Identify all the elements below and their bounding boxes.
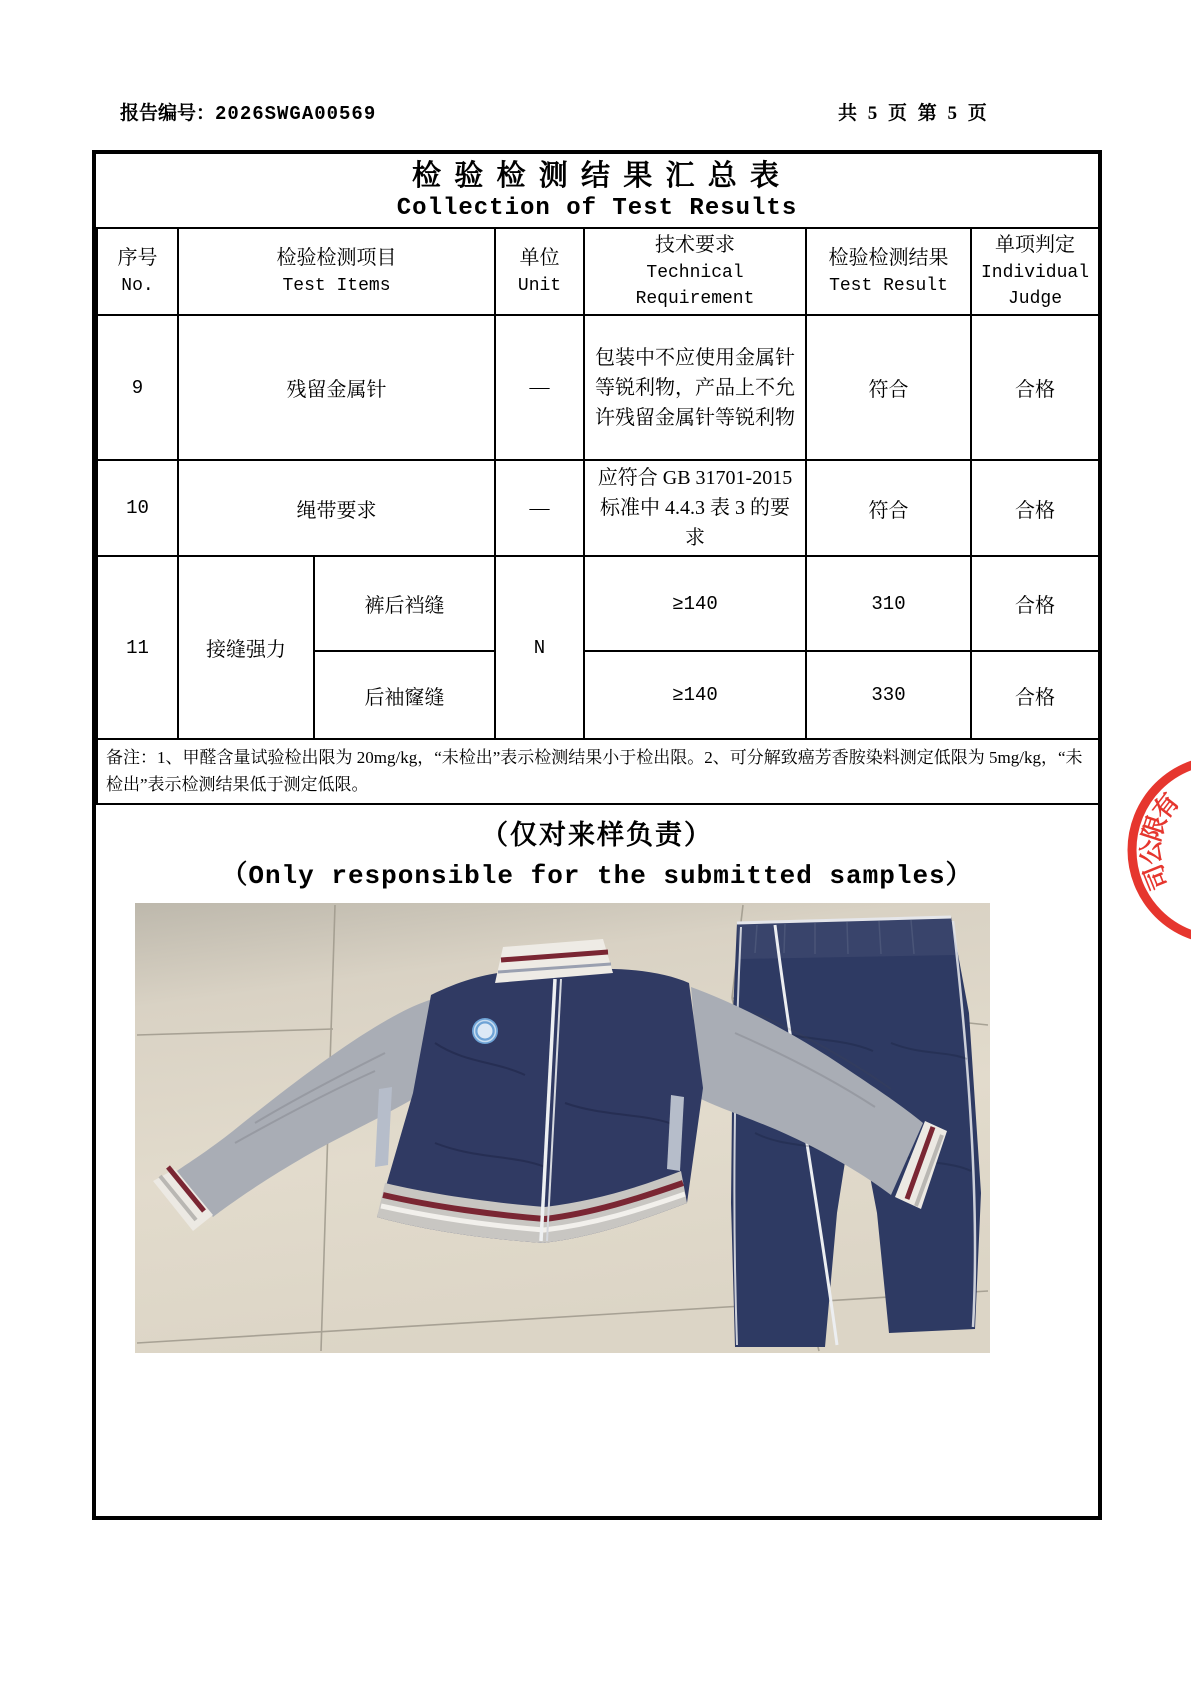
row10-item: 绳带要求 (178, 460, 495, 556)
jacket-chest-badge (472, 1018, 498, 1044)
notes-row (97, 739, 1099, 804)
header-individual-judge: 单项判定 Individual Judge (971, 228, 1099, 315)
results-table (96, 227, 1100, 805)
sample-photo-illustration (135, 903, 990, 1353)
summary-title-cn: 检 验 检 测 结 果 汇 总 表 (411, 160, 782, 192)
row9-no: 9 (97, 315, 178, 460)
stamp-char: 司 (1140, 860, 1175, 894)
sample-photo (135, 903, 990, 1353)
header-unit: 单位 Unit (495, 228, 584, 315)
row11-judge-2: 合格 (971, 651, 1099, 739)
row10-judge: 合格 (971, 460, 1099, 556)
row11-unit: N (495, 556, 584, 739)
row11-result-2: 330 (806, 651, 971, 739)
row11-no: 11 (97, 556, 178, 739)
stamp-char: 公 (1138, 839, 1167, 866)
row9-judge: 合格 (971, 315, 1099, 460)
table-row (97, 556, 1099, 651)
table-row (97, 460, 1099, 556)
header-test-result: 检验检测结果 Test Result (806, 228, 971, 315)
header-technical-requirement: 技术要求 Technical Requirement (584, 228, 806, 315)
stamp-char: 有 (1148, 788, 1185, 826)
row11-item: 接缝强力 (178, 556, 314, 739)
header-no: 序号 No. (97, 228, 178, 315)
company-seal-stamp (1122, 750, 1191, 955)
row10-no: 10 (97, 460, 178, 556)
row10-result: 符合 (806, 460, 971, 556)
row11-result-1: 310 (806, 556, 971, 651)
row9-result: 符合 (806, 315, 971, 460)
row10-requirement: 应符合 GB 31701-2015 标准中 4.4.3 表 3 的要求 (584, 460, 806, 556)
disclaimer-cn: （仅对来样负责） (481, 820, 713, 851)
row11-judge-1: 合格 (971, 556, 1099, 651)
table-row (97, 315, 1099, 460)
row9-unit: — (495, 315, 584, 460)
row9-item: 残留金属针 (178, 315, 495, 460)
report-number-value: 2026SWGA00569 (215, 103, 377, 125)
summary-title-block (96, 154, 1098, 227)
header-test-items: 检验检测项目 Test Items (178, 228, 495, 315)
table-header-row (97, 228, 1099, 315)
report-header (0, 98, 1191, 128)
report-number-label: 报告编号： (120, 103, 216, 124)
row9-requirement: 包装中不应使用金属针等锐利物，产品上不允许残留金属针等锐利物 (584, 315, 806, 460)
report-frame (92, 150, 1102, 1520)
disclaimer-en: （Only responsible for the submitted samples） (221, 861, 973, 892)
row11-subitem-2: 后袖窿缝 (314, 651, 495, 739)
notes-text: 备注：1、甲醛含量试验检出限为 20mg/kg，“未检出”表示检测结果小于检出限。2、可分解致癌芳香胺染料测定低限为 5mg/kg，“未检出”表示检测结果低于测定低限。 (97, 739, 1099, 804)
report-number-line (120, 98, 376, 125)
sample-section (96, 813, 1098, 1353)
page-info: 共 5 页 第 5 页 (838, 103, 990, 124)
summary-title-en: Collection of Test Results (396, 195, 798, 222)
row11-requirement-1: ≥140 (584, 556, 806, 651)
row11-subitem-1: 裤后裆缝 (314, 556, 495, 651)
row10-unit: — (495, 460, 584, 556)
row11-requirement-2: ≥140 (584, 651, 806, 739)
stamp-char: 限 (1138, 812, 1173, 845)
